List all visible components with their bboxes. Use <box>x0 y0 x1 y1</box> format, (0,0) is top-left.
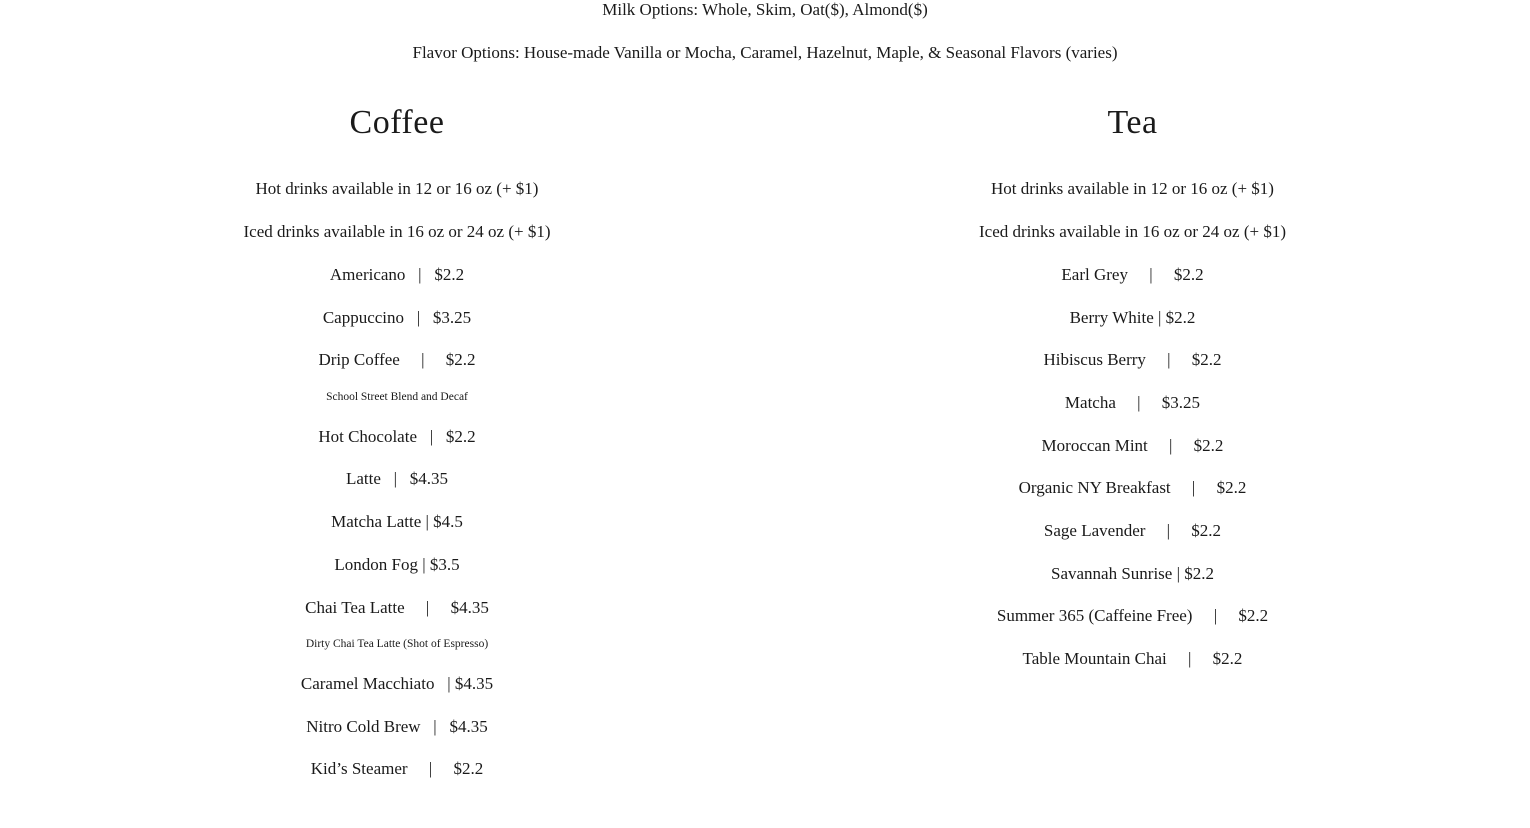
chai-tea-latte-note: Dirty Chai Tea Latte (Shot of Espresso) <box>305 638 489 650</box>
menu-item-caramel-macchiato: Caramel Macchiato | $4.35 <box>300 674 494 693</box>
coffee-hot-size-note: Hot drinks available in 12 or 16 oz (+ $1) <box>255 179 539 198</box>
menu-item-sage-lavender: Sage Lavender | $2.2 <box>1043 521 1222 540</box>
menu-item-organic-ny-breakfast: Organic NY Breakfast | $2.2 <box>1018 478 1247 497</box>
menu-item-kids-steamer: Kid’s Steamer | $2.2 <box>310 759 484 778</box>
drip-coffee-note: School Street Blend and Decaf <box>326 391 468 403</box>
menu-item-earl-grey: Earl Grey | $2.2 <box>1061 265 1204 284</box>
menu-item-matcha-latte: Matcha Latte | $4.5 <box>331 512 463 531</box>
menu-item-table-mountain-chai: Table Mountain Chai | $2.2 <box>1022 649 1243 668</box>
menu-item-moroccan-mint: Moroccan Mint | $2.2 <box>1041 436 1224 455</box>
tea-section <box>735 0 1530 828</box>
menu-item-london-fog: London Fog | $3.5 <box>334 555 460 574</box>
menu-item-hot-chocolate: Hot Chocolate | $2.2 <box>318 427 476 446</box>
flavor-options: Flavor Options: House-made Vanilla or Mocha, Caramel, Hazelnut, Maple, & Seasonal Flavors (varies) <box>412 43 1118 62</box>
menu-item-hibiscus-berry: Hibiscus Berry | $2.2 <box>1043 350 1222 369</box>
menu-item-cappuccino: Cappuccino | $3.25 <box>322 308 472 327</box>
tea-iced-size-note: Iced drinks available in 16 oz or 24 oz (+ $1) <box>979 222 1286 241</box>
coffee-iced-size-note: Iced drinks available in 16 oz or 24 oz (+ $1) <box>243 222 551 241</box>
menu-item-chai-tea-latte: Chai Tea Latte | $4.35 <box>305 598 489 617</box>
menu-item-berry-white: Berry White | $2.2 <box>1069 308 1196 327</box>
milk-options: Milk Options: Whole, Skim, Oat($), Almond($) <box>602 0 928 19</box>
menu-item-savannah-sunrise: Savannah Sunrise | $2.2 <box>1051 564 1214 583</box>
menu-item-summer-365: Summer 365 (Caffeine Free) | $2.2 <box>996 606 1269 625</box>
menu-item-latte: Latte | $4.35 <box>345 469 449 488</box>
menu-item-matcha: Matcha | $3.25 <box>1064 393 1201 412</box>
tea-heading: Tea <box>1107 104 1158 141</box>
tea-hot-size-note: Hot drinks available in 12 or 16 oz (+ $1) <box>991 179 1274 198</box>
coffee-heading: Coffee <box>349 104 445 141</box>
menu-item-americano: Americano | $2.2 <box>329 265 465 284</box>
menu-item-nitro-cold-brew: Nitro Cold Brew | $4.35 <box>306 717 488 736</box>
menu-item-drip-coffee: Drip Coffee | $2.2 <box>318 350 476 369</box>
